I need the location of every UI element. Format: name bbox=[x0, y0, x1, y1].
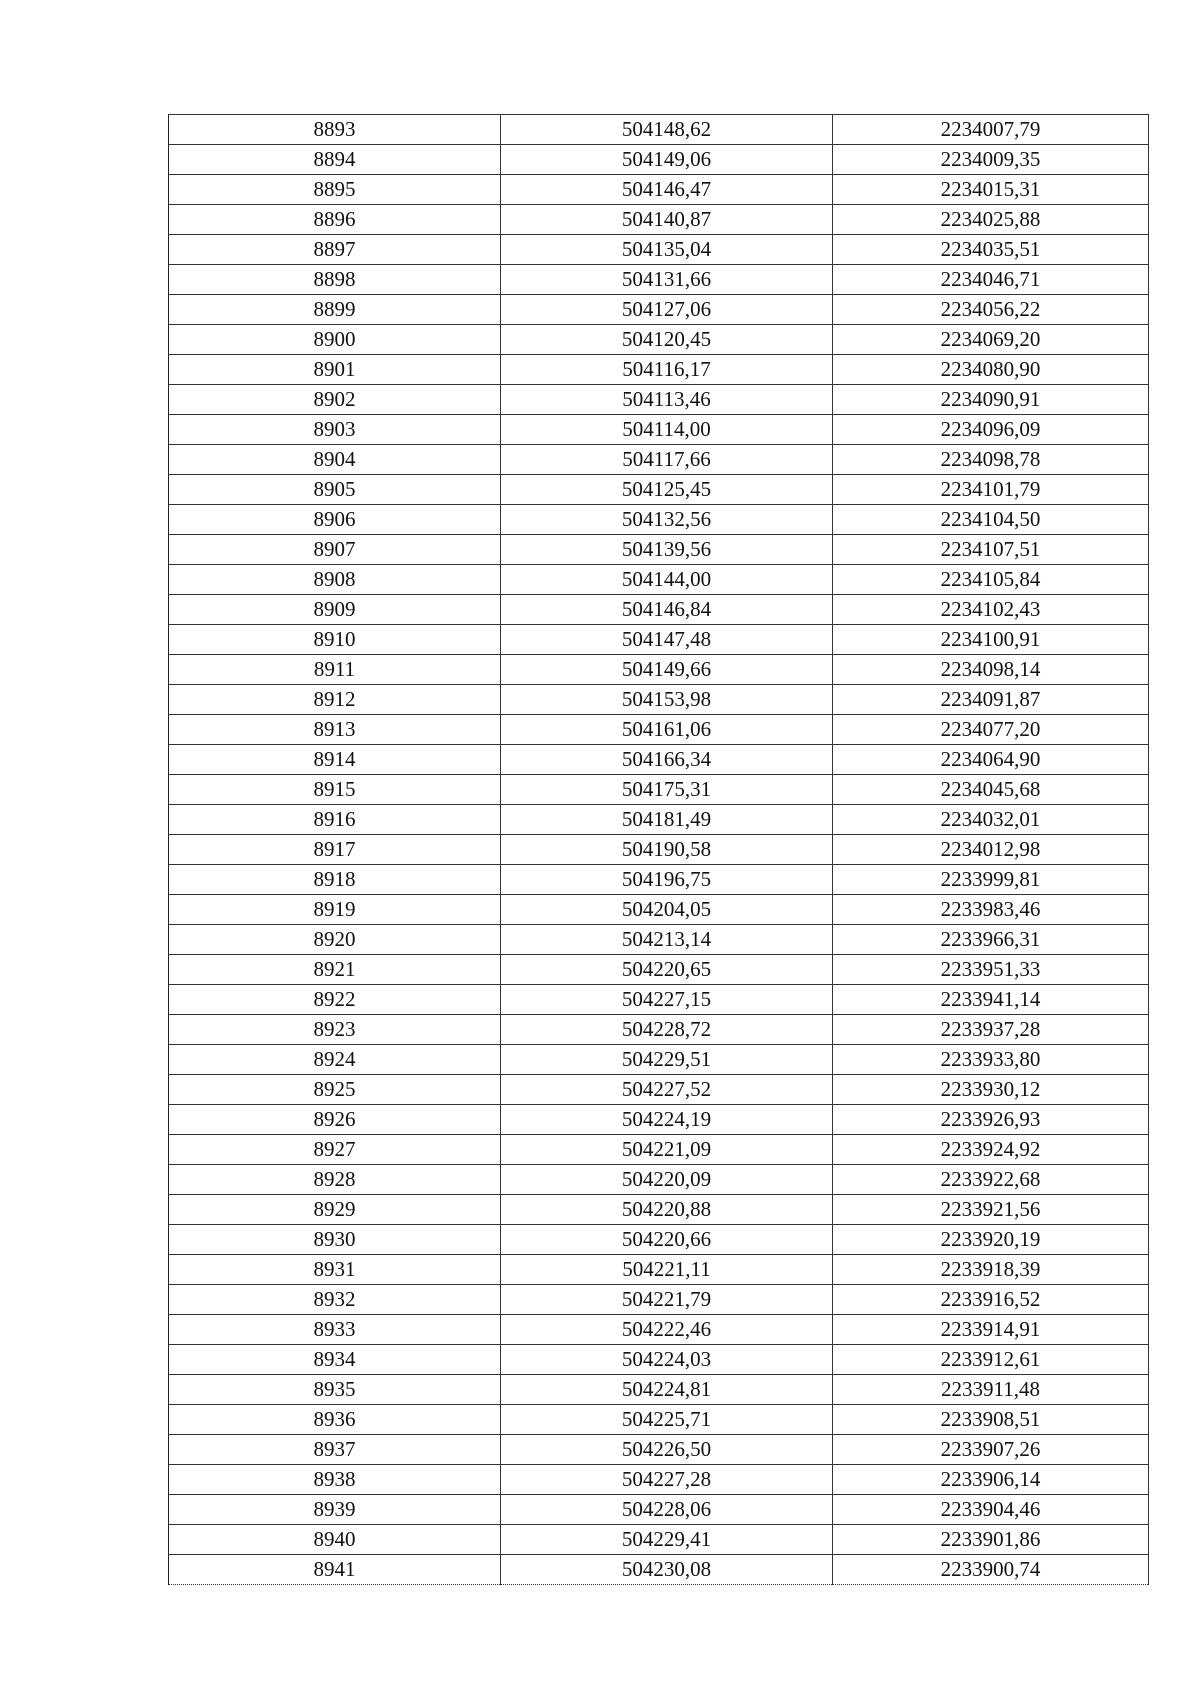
table-row bbox=[169, 235, 1149, 265]
y-coordinate-cell: 2234012,98 bbox=[833, 835, 1149, 865]
point-number-cell: 8929 bbox=[169, 1195, 501, 1225]
point-number-cell: 8894 bbox=[169, 145, 501, 175]
y-coordinate-cell: 2234077,20 bbox=[833, 715, 1149, 745]
y-coordinate-cell: 2234032,01 bbox=[833, 805, 1149, 835]
y-coordinate-cell: 2234046,71 bbox=[833, 265, 1149, 295]
y-coordinate-cell: 2233911,48 bbox=[833, 1375, 1149, 1405]
x-coordinate-cell: 504132,56 bbox=[501, 505, 833, 535]
point-number-cell: 8916 bbox=[169, 805, 501, 835]
x-coordinate-cell: 504190,58 bbox=[501, 835, 833, 865]
y-coordinate-cell: 2234007,79 bbox=[833, 115, 1149, 145]
x-coordinate-cell: 504125,45 bbox=[501, 475, 833, 505]
x-coordinate-cell: 504147,48 bbox=[501, 625, 833, 655]
x-coordinate-cell: 504221,11 bbox=[501, 1255, 833, 1285]
point-number-cell: 8893 bbox=[169, 115, 501, 145]
y-coordinate-cell: 2233937,28 bbox=[833, 1015, 1149, 1045]
table-row bbox=[169, 1105, 1149, 1135]
point-number-cell: 8912 bbox=[169, 685, 501, 715]
x-coordinate-cell: 504224,81 bbox=[501, 1375, 833, 1405]
y-coordinate-cell: 2233999,81 bbox=[833, 865, 1149, 895]
y-coordinate-cell: 2233921,56 bbox=[833, 1195, 1149, 1225]
x-coordinate-cell: 504116,17 bbox=[501, 355, 833, 385]
table-row bbox=[169, 145, 1149, 175]
point-number-cell: 8926 bbox=[169, 1105, 501, 1135]
x-coordinate-cell: 504226,50 bbox=[501, 1435, 833, 1465]
x-coordinate-cell: 504228,72 bbox=[501, 1015, 833, 1045]
table-row bbox=[169, 1555, 1149, 1585]
x-coordinate-cell: 504213,14 bbox=[501, 925, 833, 955]
table-row bbox=[169, 1255, 1149, 1285]
x-coordinate-cell: 504220,88 bbox=[501, 1195, 833, 1225]
y-coordinate-cell: 2233941,14 bbox=[833, 985, 1149, 1015]
y-coordinate-cell: 2233918,39 bbox=[833, 1255, 1149, 1285]
point-number-cell: 8900 bbox=[169, 325, 501, 355]
table-row bbox=[169, 535, 1149, 565]
table-row bbox=[169, 1195, 1149, 1225]
table-row bbox=[169, 505, 1149, 535]
point-number-cell: 8922 bbox=[169, 985, 501, 1015]
point-number-cell: 8901 bbox=[169, 355, 501, 385]
x-coordinate-cell: 504221,09 bbox=[501, 1135, 833, 1165]
table-row bbox=[169, 1345, 1149, 1375]
y-coordinate-cell: 2233901,86 bbox=[833, 1525, 1149, 1555]
y-coordinate-cell: 2234080,90 bbox=[833, 355, 1149, 385]
table-row bbox=[169, 415, 1149, 445]
y-coordinate-cell: 2233966,31 bbox=[833, 925, 1149, 955]
table-row bbox=[169, 445, 1149, 475]
y-coordinate-cell: 2234101,79 bbox=[833, 475, 1149, 505]
table-row bbox=[169, 895, 1149, 925]
x-coordinate-cell: 504224,03 bbox=[501, 1345, 833, 1375]
table-row bbox=[169, 835, 1149, 865]
x-coordinate-cell: 504225,71 bbox=[501, 1405, 833, 1435]
x-coordinate-cell: 504113,46 bbox=[501, 385, 833, 415]
coordinates-table bbox=[168, 114, 1149, 1585]
x-coordinate-cell: 504220,09 bbox=[501, 1165, 833, 1195]
point-number-cell: 8899 bbox=[169, 295, 501, 325]
point-number-cell: 8935 bbox=[169, 1375, 501, 1405]
x-coordinate-cell: 504140,87 bbox=[501, 205, 833, 235]
x-coordinate-cell: 504153,98 bbox=[501, 685, 833, 715]
point-number-cell: 8933 bbox=[169, 1315, 501, 1345]
point-number-cell: 8914 bbox=[169, 745, 501, 775]
point-number-cell: 8918 bbox=[169, 865, 501, 895]
point-number-cell: 8932 bbox=[169, 1285, 501, 1315]
point-number-cell: 8896 bbox=[169, 205, 501, 235]
y-coordinate-cell: 2234045,68 bbox=[833, 775, 1149, 805]
point-number-cell: 8907 bbox=[169, 535, 501, 565]
point-number-cell: 8921 bbox=[169, 955, 501, 985]
point-number-cell: 8917 bbox=[169, 835, 501, 865]
table-row bbox=[169, 865, 1149, 895]
x-coordinate-cell: 504222,46 bbox=[501, 1315, 833, 1345]
table-row bbox=[169, 715, 1149, 745]
table-row bbox=[169, 205, 1149, 235]
x-coordinate-cell: 504144,00 bbox=[501, 565, 833, 595]
y-coordinate-cell: 2234056,22 bbox=[833, 295, 1149, 325]
point-number-cell: 8927 bbox=[169, 1135, 501, 1165]
y-coordinate-cell: 2233914,91 bbox=[833, 1315, 1149, 1345]
point-number-cell: 8939 bbox=[169, 1495, 501, 1525]
point-number-cell: 8902 bbox=[169, 385, 501, 415]
y-coordinate-cell: 2234102,43 bbox=[833, 595, 1149, 625]
point-number-cell: 8898 bbox=[169, 265, 501, 295]
point-number-cell: 8928 bbox=[169, 1165, 501, 1195]
y-coordinate-cell: 2234064,90 bbox=[833, 745, 1149, 775]
table-row bbox=[169, 655, 1149, 685]
y-coordinate-cell: 2233916,52 bbox=[833, 1285, 1149, 1315]
x-coordinate-cell: 504220,65 bbox=[501, 955, 833, 985]
y-coordinate-cell: 2234098,78 bbox=[833, 445, 1149, 475]
x-coordinate-cell: 504224,19 bbox=[501, 1105, 833, 1135]
x-coordinate-cell: 504175,31 bbox=[501, 775, 833, 805]
y-coordinate-cell: 2234025,88 bbox=[833, 205, 1149, 235]
table-row bbox=[169, 595, 1149, 625]
point-number-cell: 8930 bbox=[169, 1225, 501, 1255]
x-coordinate-cell: 504166,34 bbox=[501, 745, 833, 775]
y-coordinate-cell: 2233924,92 bbox=[833, 1135, 1149, 1165]
y-coordinate-cell: 2233922,68 bbox=[833, 1165, 1149, 1195]
y-coordinate-cell: 2234096,09 bbox=[833, 415, 1149, 445]
x-coordinate-cell: 504227,15 bbox=[501, 985, 833, 1015]
table-row bbox=[169, 1015, 1149, 1045]
y-coordinate-cell: 2233907,26 bbox=[833, 1435, 1149, 1465]
table-row bbox=[169, 925, 1149, 955]
point-number-cell: 8905 bbox=[169, 475, 501, 505]
x-coordinate-cell: 504127,06 bbox=[501, 295, 833, 325]
point-number-cell: 8904 bbox=[169, 445, 501, 475]
point-number-cell: 8941 bbox=[169, 1555, 501, 1585]
point-number-cell: 8908 bbox=[169, 565, 501, 595]
point-number-cell: 8906 bbox=[169, 505, 501, 535]
x-coordinate-cell: 504229,41 bbox=[501, 1525, 833, 1555]
point-number-cell: 8911 bbox=[169, 655, 501, 685]
x-coordinate-cell: 504161,06 bbox=[501, 715, 833, 745]
table-row bbox=[169, 1225, 1149, 1255]
point-number-cell: 8920 bbox=[169, 925, 501, 955]
y-coordinate-cell: 2233912,61 bbox=[833, 1345, 1149, 1375]
y-coordinate-cell: 2233900,74 bbox=[833, 1555, 1149, 1585]
table-row bbox=[169, 745, 1149, 775]
x-coordinate-cell: 504135,04 bbox=[501, 235, 833, 265]
y-coordinate-cell: 2233930,12 bbox=[833, 1075, 1149, 1105]
y-coordinate-cell: 2233933,80 bbox=[833, 1045, 1149, 1075]
point-number-cell: 8909 bbox=[169, 595, 501, 625]
x-coordinate-cell: 504146,84 bbox=[501, 595, 833, 625]
y-coordinate-cell: 2233951,33 bbox=[833, 955, 1149, 985]
table-row bbox=[169, 1405, 1149, 1435]
x-coordinate-cell: 504120,45 bbox=[501, 325, 833, 355]
y-coordinate-cell: 2234100,91 bbox=[833, 625, 1149, 655]
x-coordinate-cell: 504220,66 bbox=[501, 1225, 833, 1255]
y-coordinate-cell: 2234107,51 bbox=[833, 535, 1149, 565]
point-number-cell: 8919 bbox=[169, 895, 501, 925]
point-number-cell: 8934 bbox=[169, 1345, 501, 1375]
x-coordinate-cell: 504196,75 bbox=[501, 865, 833, 895]
table-row bbox=[169, 775, 1149, 805]
y-coordinate-cell: 2234069,20 bbox=[833, 325, 1149, 355]
y-coordinate-cell: 2233983,46 bbox=[833, 895, 1149, 925]
y-coordinate-cell: 2234104,50 bbox=[833, 505, 1149, 535]
point-number-cell: 8940 bbox=[169, 1525, 501, 1555]
x-coordinate-cell: 504204,05 bbox=[501, 895, 833, 925]
point-number-cell: 8913 bbox=[169, 715, 501, 745]
y-coordinate-cell: 2234035,51 bbox=[833, 235, 1149, 265]
y-coordinate-cell: 2234091,87 bbox=[833, 685, 1149, 715]
point-number-cell: 8936 bbox=[169, 1405, 501, 1435]
table-row bbox=[169, 1075, 1149, 1105]
y-coordinate-cell: 2234098,14 bbox=[833, 655, 1149, 685]
table-row bbox=[169, 115, 1149, 145]
table-row bbox=[169, 685, 1149, 715]
table-row bbox=[169, 955, 1149, 985]
table-row bbox=[169, 1315, 1149, 1345]
x-coordinate-cell: 504228,06 bbox=[501, 1495, 833, 1525]
x-coordinate-cell: 504229,51 bbox=[501, 1045, 833, 1075]
y-coordinate-cell: 2234105,84 bbox=[833, 565, 1149, 595]
table-row bbox=[169, 325, 1149, 355]
point-number-cell: 8903 bbox=[169, 415, 501, 445]
x-coordinate-cell: 504117,66 bbox=[501, 445, 833, 475]
y-coordinate-cell: 2233926,93 bbox=[833, 1105, 1149, 1135]
point-number-cell: 8931 bbox=[169, 1255, 501, 1285]
table-row bbox=[169, 295, 1149, 325]
point-number-cell: 8924 bbox=[169, 1045, 501, 1075]
point-number-cell: 8910 bbox=[169, 625, 501, 655]
table-row bbox=[169, 565, 1149, 595]
table-row bbox=[169, 805, 1149, 835]
point-number-cell: 8895 bbox=[169, 175, 501, 205]
table-row bbox=[169, 175, 1149, 205]
y-coordinate-cell: 2234015,31 bbox=[833, 175, 1149, 205]
table-row bbox=[169, 475, 1149, 505]
table-row bbox=[169, 1435, 1149, 1465]
x-coordinate-cell: 504149,06 bbox=[501, 145, 833, 175]
table-row bbox=[169, 1495, 1149, 1525]
coordinates-table-body bbox=[169, 115, 1149, 1585]
x-coordinate-cell: 504230,08 bbox=[501, 1555, 833, 1585]
table-row bbox=[169, 385, 1149, 415]
point-number-cell: 8923 bbox=[169, 1015, 501, 1045]
table-row bbox=[169, 1525, 1149, 1555]
point-number-cell: 8925 bbox=[169, 1075, 501, 1105]
table-row bbox=[169, 1375, 1149, 1405]
x-coordinate-cell: 504227,28 bbox=[501, 1465, 833, 1495]
point-number-cell: 8915 bbox=[169, 775, 501, 805]
table-row bbox=[169, 1135, 1149, 1165]
x-coordinate-cell: 504146,47 bbox=[501, 175, 833, 205]
y-coordinate-cell: 2234009,35 bbox=[833, 145, 1149, 175]
table-row bbox=[169, 1045, 1149, 1075]
x-coordinate-cell: 504221,79 bbox=[501, 1285, 833, 1315]
table-row bbox=[169, 625, 1149, 655]
point-number-cell: 8897 bbox=[169, 235, 501, 265]
x-coordinate-cell: 504227,52 bbox=[501, 1075, 833, 1105]
point-number-cell: 8938 bbox=[169, 1465, 501, 1495]
y-coordinate-cell: 2233920,19 bbox=[833, 1225, 1149, 1255]
x-coordinate-cell: 504181,49 bbox=[501, 805, 833, 835]
x-coordinate-cell: 504149,66 bbox=[501, 655, 833, 685]
y-coordinate-cell: 2233908,51 bbox=[833, 1405, 1149, 1435]
table-row bbox=[169, 265, 1149, 295]
x-coordinate-cell: 504148,62 bbox=[501, 115, 833, 145]
table-row bbox=[169, 1465, 1149, 1495]
table-row bbox=[169, 355, 1149, 385]
y-coordinate-cell: 2233904,46 bbox=[833, 1495, 1149, 1525]
x-coordinate-cell: 504139,56 bbox=[501, 535, 833, 565]
x-coordinate-cell: 504131,66 bbox=[501, 265, 833, 295]
point-number-cell: 8937 bbox=[169, 1435, 501, 1465]
table-row bbox=[169, 985, 1149, 1015]
table-row bbox=[169, 1165, 1149, 1195]
table-row bbox=[169, 1285, 1149, 1315]
y-coordinate-cell: 2233906,14 bbox=[833, 1465, 1149, 1495]
x-coordinate-cell: 504114,00 bbox=[501, 415, 833, 445]
y-coordinate-cell: 2234090,91 bbox=[833, 385, 1149, 415]
